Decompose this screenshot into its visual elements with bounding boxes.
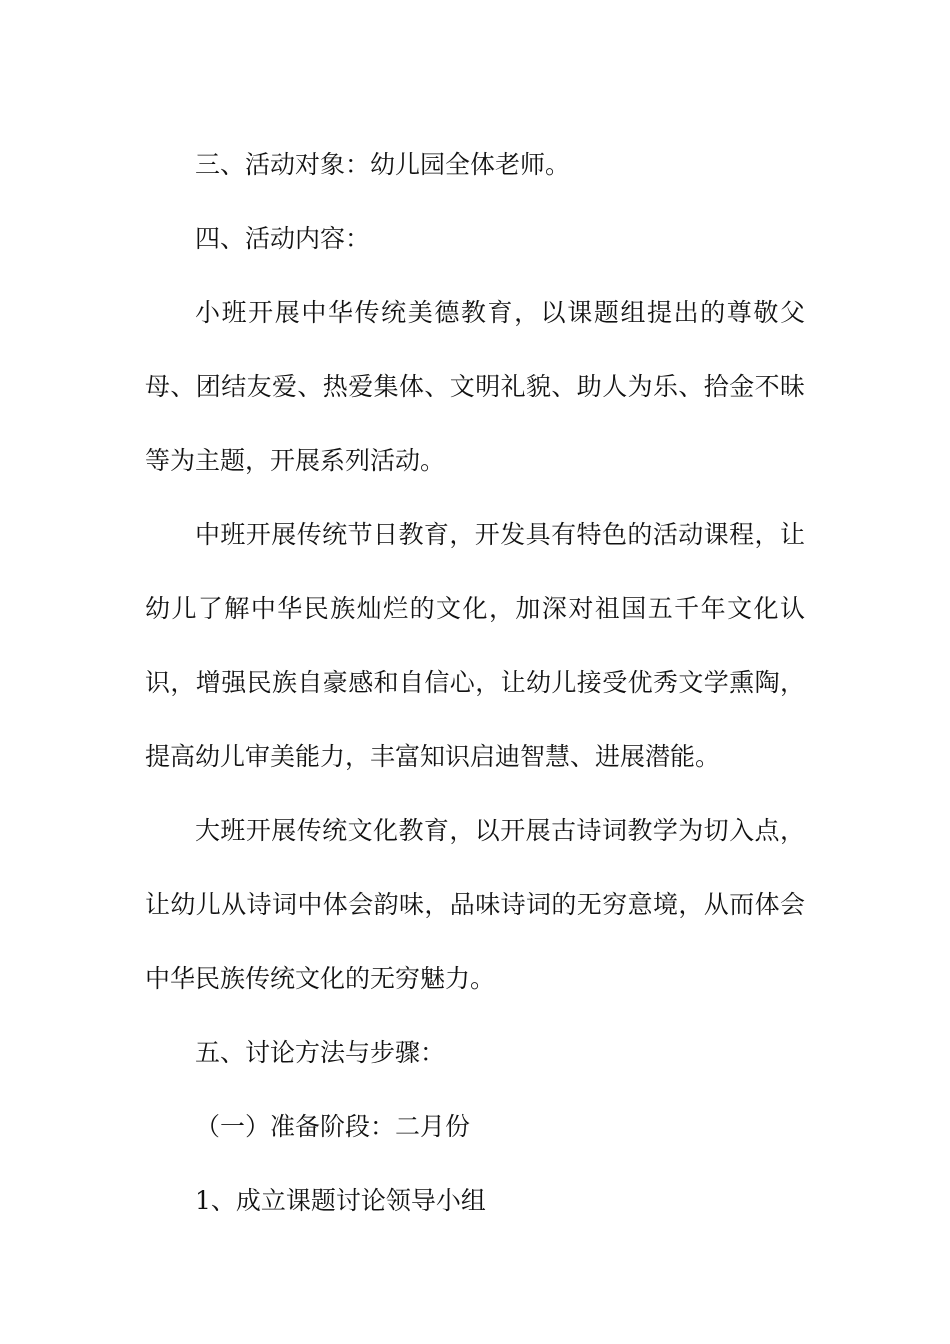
paragraph-large-class: 大班开展传统文化教育，以开展古诗词教学为切入点，让幼儿从诗词中体会韵味，品味诗词的无穷意境，从而体会中华民族传统文化的无穷魅力。 — [145, 816, 805, 993]
section-heading-activity-target: 三、活动对象：幼儿园全体老师。 — [195, 150, 571, 179]
list-item-establish-group: 1、成立课题讨论领导小组 — [195, 1186, 486, 1215]
document-body — [145, 128, 805, 1238]
section-heading-methods-steps: 五、讨论方法与步骤： — [195, 1038, 446, 1067]
paragraph-middle-class: 中班开展传统节日教育，开发具有特色的活动课程，让幼儿了解中华民族灿烂的文化，加深对祖国五千年文化认识，增强民族自豪感和自信心，让幼儿接受优秀文学熏陶，提高幼儿审美能力，丰富知识启迪智慧、进展潜能。 — [145, 520, 805, 771]
subheading-preparation-stage: （一）准备阶段：二月份 — [195, 1112, 471, 1141]
paragraph-small-class: 小班开展中华传统美德教育，以课题组提出的尊敬父母、团结友爱、热爱集体、文明礼貌、助人为乐、拾金不昧等为主题，开展系列活动。 — [145, 298, 805, 475]
section-heading-activity-content: 四、活动内容： — [195, 224, 371, 253]
